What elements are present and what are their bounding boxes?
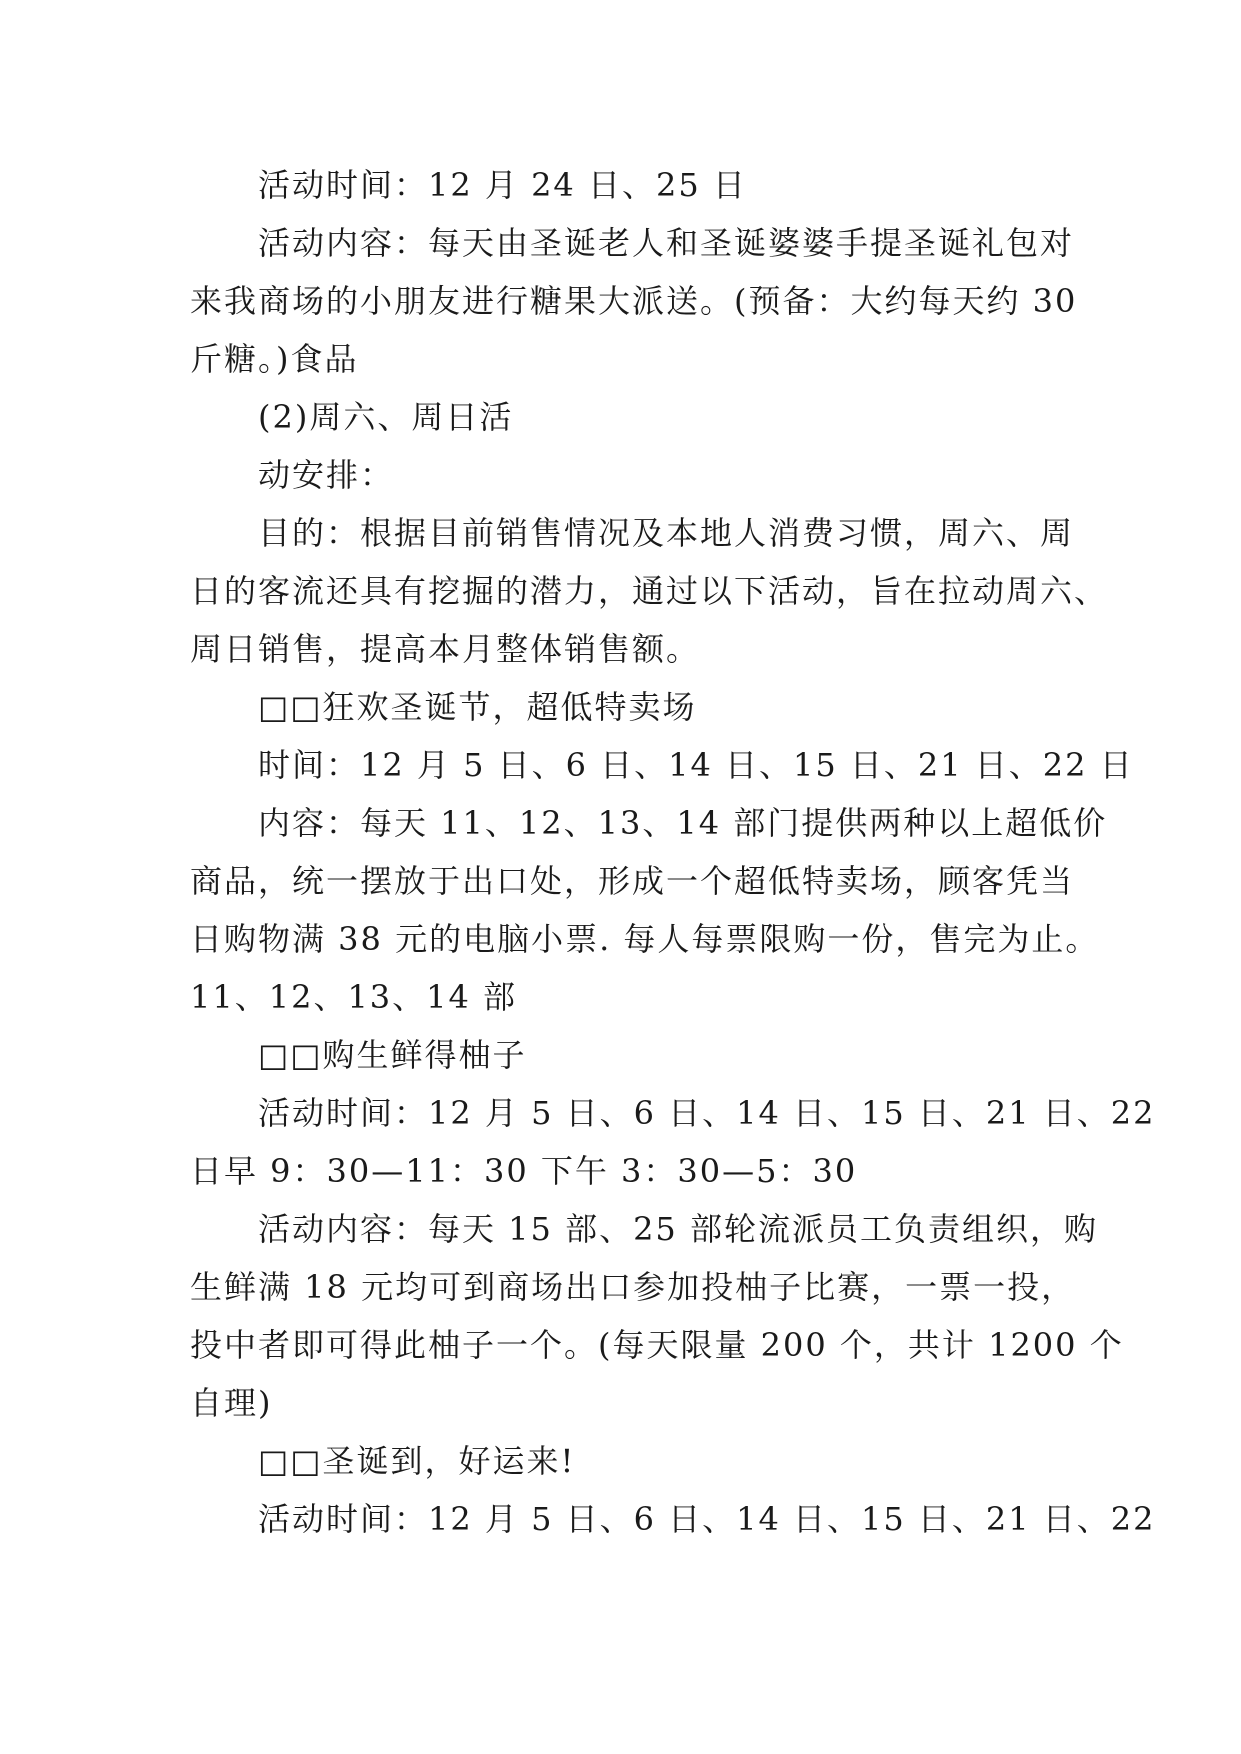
text-line: 生鲜满 18 元均可到商场出口参加投柚子比赛，一票一投， xyxy=(190,1268,1076,1306)
text-line: □□圣诞到，好运来! xyxy=(258,1442,576,1480)
text-line: 商品，统一摆放于出口处，形成一个超低特卖场，顾客凭当 xyxy=(190,862,1075,900)
text-line: □□狂欢圣诞节，超低特卖场 xyxy=(258,688,697,726)
text-line: 投中者即可得此柚子一个。(每天限量 200 个，共计 1200 个 xyxy=(190,1326,1124,1364)
text-line: 活动内容：每天 15 部、25 部轮流派员工负责组织，购 xyxy=(258,1210,1098,1248)
text-line: 内容：每天 11、12、13、14 部门提供两种以上超低价 xyxy=(258,804,1108,842)
text-line: 活动时间：12 月 5 日、6 日、14 日、15 日、21 日、22 xyxy=(258,1500,1156,1538)
text-line: 日购物满 38 元的电脑小票. 每人每票限购一份，售完为止。 xyxy=(190,920,1100,958)
text-line: (2)周六、周日活 xyxy=(258,398,514,436)
text-line: 活动时间：12 月 24 日、25 日 xyxy=(258,166,747,204)
text-line: 日早 9：30—11：30 下午 3：30—5：30 xyxy=(190,1152,858,1190)
text-line: □□购生鲜得柚子 xyxy=(258,1036,527,1074)
text-line: 时间：12 月 5 日、6 日、14 日、15 日、21 日、22 日 xyxy=(258,746,1134,784)
text-line: 斤糖。)食品 xyxy=(190,340,359,378)
text-line: 活动时间：12 月 5 日、6 日、14 日、15 日、21 日、22 xyxy=(258,1094,1156,1132)
text-line: 自理) xyxy=(190,1384,273,1422)
text-line: 来我商场的小朋友进行糖果大派送。(预备：大约每天约 30 xyxy=(190,282,1078,320)
text-line: 周日销售，提高本月整体销售额。 xyxy=(190,630,701,668)
text-line: 日的客流还具有挖掘的潜力，通过以下活动，旨在拉动周六、 xyxy=(190,572,1109,610)
text-line: 活动内容：每天由圣诞老人和圣诞婆婆手提圣诞礼包对 xyxy=(258,224,1075,262)
text-line: 动安排： xyxy=(258,456,395,494)
text-line: 11、12、13、14 部 xyxy=(190,978,518,1016)
text-line: 目的：根据目前销售情况及本地人消费习惯，周六、周 xyxy=(258,514,1075,552)
